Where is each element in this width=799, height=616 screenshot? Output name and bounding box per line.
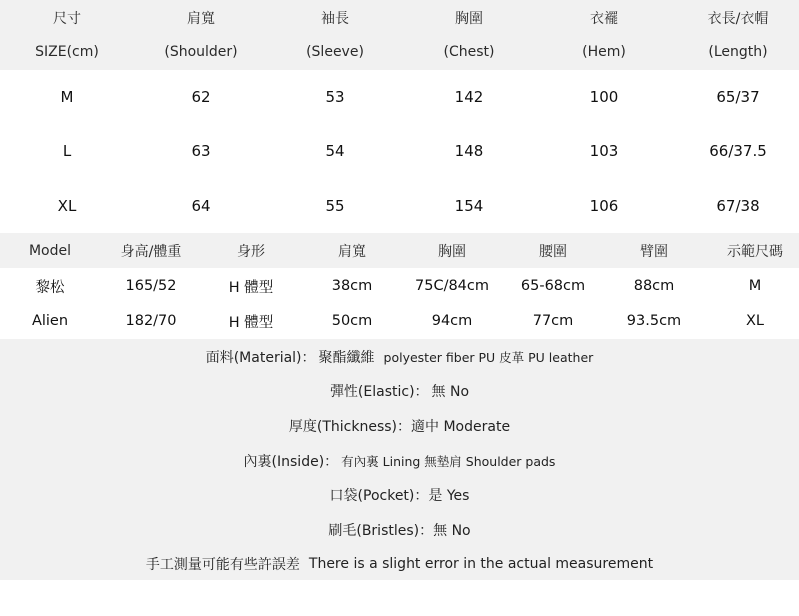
elastic-label: 彈性(Elastic)： — [329, 384, 429, 400]
measurement-error-note — [0, 551, 799, 577]
model-name-cell: 黎松 — [35, 279, 65, 296]
error-note-en: There is a slight error in the actual measurement — [308, 556, 654, 572]
header-cn-sleeve: 袖長 — [321, 11, 349, 27]
demo-size-cell: XL — [745, 313, 765, 329]
header-cn-hem: 衣襬 — [590, 11, 618, 27]
shoulder-cell: 50cm — [331, 313, 373, 329]
pocket-note — [0, 482, 799, 508]
header-en-sleeve: (Sleeve) — [306, 44, 364, 60]
waist-cell: 77cm — [532, 313, 574, 329]
length-cell: 67/38 — [716, 197, 760, 215]
bristles-note — [0, 517, 799, 543]
length-cell: 66/37.5 — [709, 142, 767, 160]
arm-cell: 93.5cm — [626, 313, 682, 329]
header-cn-chest: 胸圍 — [455, 11, 483, 27]
hem-cell: 103 — [589, 142, 619, 160]
sleeve-cell: 53 — [325, 88, 345, 106]
body-type-cell: H 體型 — [228, 279, 274, 296]
header-en-size: SIZE(cm) — [35, 44, 99, 60]
bristles-label: 刷毛(Bristles)： — [328, 523, 434, 539]
model-header-arm: 臂圍 — [640, 243, 668, 260]
material-value-en: polyester fiber PU 皮革 PU leather — [383, 350, 594, 365]
material-label: 面料(Material)： — [205, 350, 316, 366]
header-cn-size: 尺寸 — [53, 11, 81, 27]
chest-cell: 94cm — [431, 313, 473, 329]
material-value-cn: 聚酯纖維 — [318, 350, 375, 366]
sleeve-cell: 55 — [325, 197, 345, 215]
model-row-li-song — [0, 271, 799, 301]
arm-cell: 88cm — [633, 278, 675, 294]
chest-cell: 75C/84cm — [414, 278, 490, 294]
header-cn-shoulder: 肩寬 — [187, 11, 215, 27]
model-row-alien — [0, 306, 799, 336]
header-cn-length: 衣長/衣帽 — [707, 11, 769, 27]
size-cell: L — [62, 142, 72, 160]
sleeve-cell: 54 — [325, 142, 345, 160]
size-table-header-cn-row — [0, 4, 799, 32]
hem-cell: 100 — [589, 88, 619, 106]
chest-cell: 154 — [454, 197, 484, 215]
waist-cell: 65-68cm — [520, 278, 586, 294]
header-en-hem: (Hem) — [582, 44, 626, 60]
model-header-chest: 胸圍 — [438, 243, 466, 260]
size-cell: XL — [57, 197, 77, 215]
thickness-value: 適中 Moderate — [411, 419, 511, 435]
size-cell: M — [60, 88, 74, 106]
height-weight-cell: 165/52 — [125, 278, 177, 294]
size-row-xl — [0, 191, 799, 221]
thickness-label: 厚度(Thickness)： — [288, 419, 412, 435]
model-header-waist: 腰圍 — [539, 243, 567, 260]
pocket-value: 是 Yes — [428, 488, 470, 504]
shoulder-cell: 38cm — [331, 278, 373, 294]
body-type-cell: H 體型 — [228, 314, 274, 331]
size-table-header-en-row — [0, 38, 799, 66]
header-en-length: (Length) — [708, 44, 768, 60]
pocket-label: 口袋(Pocket)： — [329, 488, 429, 504]
inside-value: 有內裏 Lining 無墊肩 Shoulder pads — [341, 454, 556, 469]
model-header-shoulder: 肩寬 — [338, 243, 366, 260]
height-weight-cell: 182/70 — [125, 313, 177, 329]
shoulder-cell: 62 — [191, 88, 211, 106]
elastic-value: 無 No — [431, 384, 470, 400]
model-header-model: Model — [28, 242, 72, 259]
elastic-note — [0, 378, 799, 404]
shoulder-cell: 63 — [191, 142, 211, 160]
demo-size-cell: M — [748, 278, 762, 294]
header-en-chest: (Chest) — [443, 44, 495, 60]
thickness-note — [0, 413, 799, 439]
model-header-height-weight: 身高/體重 — [120, 243, 182, 260]
model-header-body-type: 身形 — [237, 243, 265, 260]
bristles-value: 無 No — [433, 523, 471, 539]
length-cell: 65/37 — [716, 88, 760, 106]
shoulder-cell: 64 — [191, 197, 211, 215]
inside-label: 內裏(Inside)： — [243, 454, 339, 470]
hem-cell: 106 — [589, 197, 619, 215]
error-note-cn: 手工測量可能有些許誤差 — [145, 557, 300, 573]
size-row-m — [0, 82, 799, 112]
chest-cell: 148 — [454, 142, 484, 160]
model-header-demo-size: 示範尺碼 — [727, 243, 783, 260]
header-en-shoulder: (Shoulder) — [164, 44, 238, 60]
material-note — [0, 344, 799, 370]
chest-cell: 142 — [454, 88, 484, 106]
model-name-cell: Alien — [31, 313, 69, 329]
size-row-l — [0, 136, 799, 166]
model-table-header-row — [0, 233, 799, 268]
inside-note — [0, 448, 799, 474]
